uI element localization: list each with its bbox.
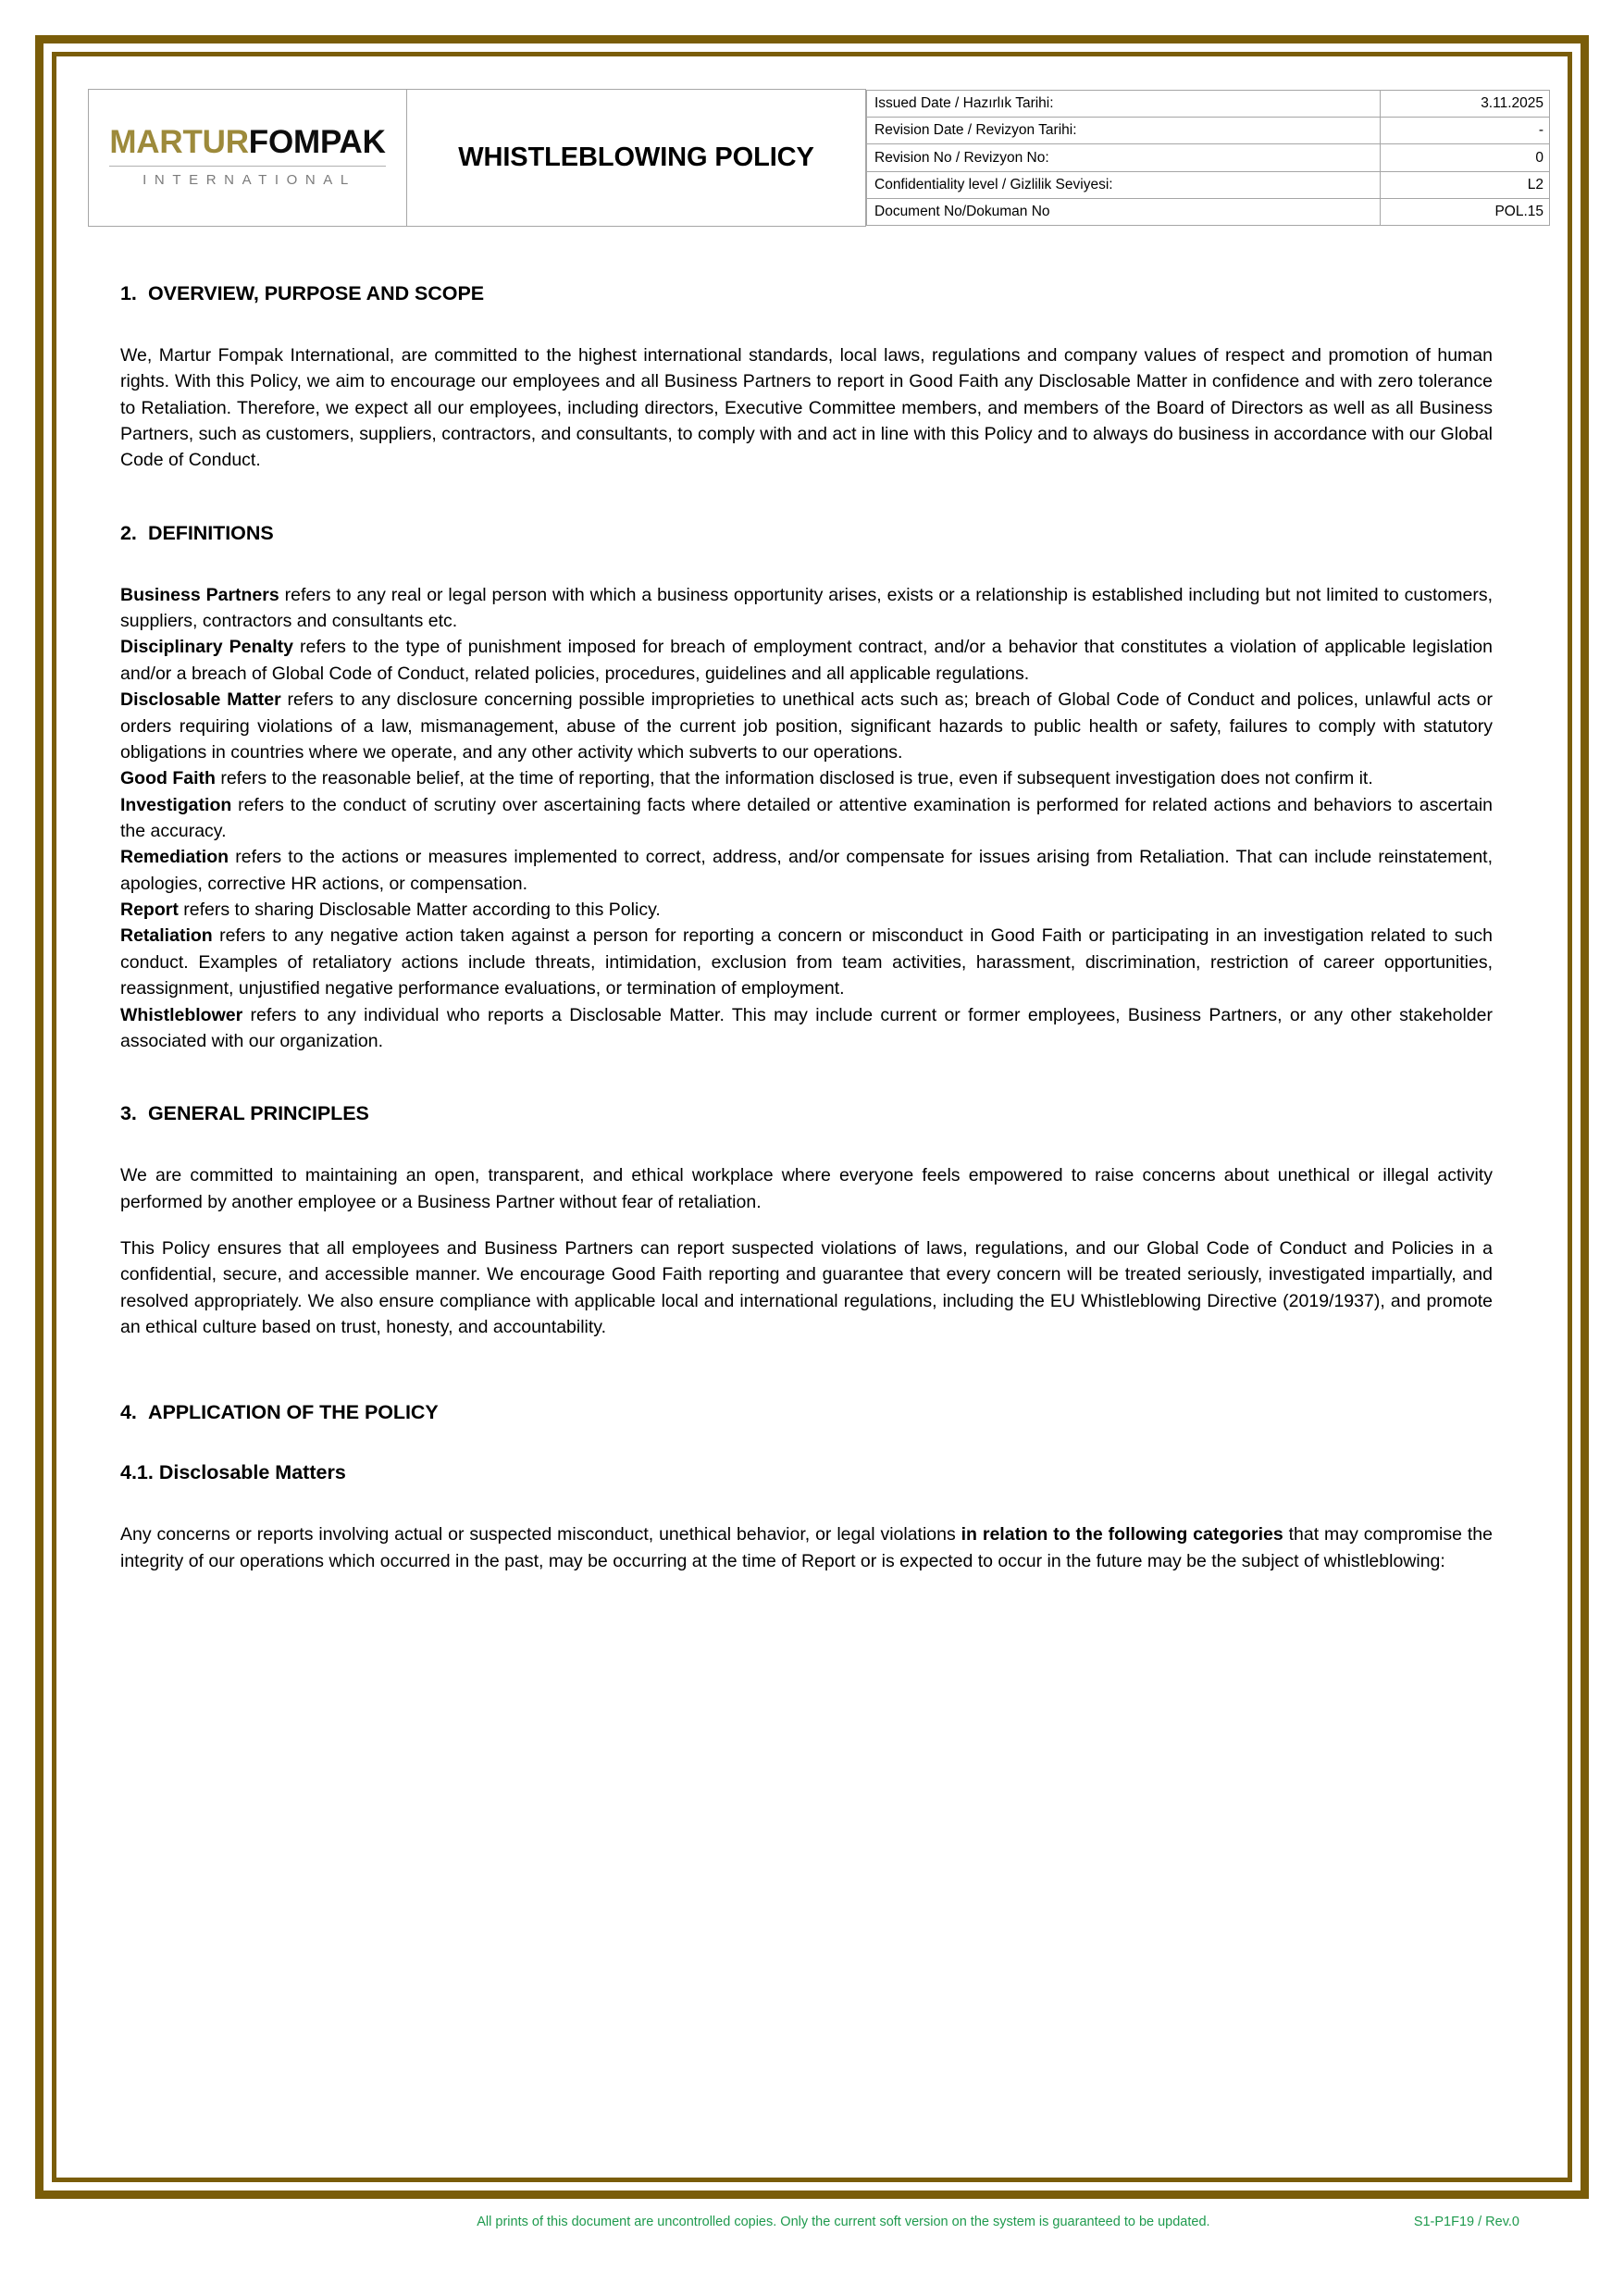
paragraph-emphasis: in relation to the following categories: [961, 1524, 1283, 1545]
section-number-3: 3.: [120, 1102, 137, 1125]
definition-term: Retaliation: [120, 925, 213, 947]
logo-wordmark: [109, 124, 386, 161]
definition-term: Report: [120, 900, 179, 921]
paragraph-part-c: that may compromise the integrity of our operations which occurred in the past, may be occurring at the time of Report or is expected to occur in the future may be the subject of whistleblowing:: [120, 1524, 1493, 1571]
logo-fompak-text: FOMPAK: [248, 124, 386, 161]
meta-label-issued-date: Issued Date / Hazırlık Tarihi:: [867, 90, 1381, 117]
section-3-paragraph-1: We are committed to maintaining an open, transparent, and ethical workplace where everyone feels empowered to raise concerns about unethical or illegal activity performed by another employee or a Business Partner without fear of retaliation.: [120, 1165, 1493, 1212]
metadata-table: [866, 90, 1550, 227]
page-footer: [88, 2215, 1536, 2229]
spacer: [120, 1340, 1493, 1401]
table-row: [867, 117, 1550, 143]
table-row: [867, 90, 1550, 117]
section-heading-4: [120, 1401, 1493, 1424]
section-heading-1: [120, 282, 1493, 305]
spacer: [120, 1054, 1493, 1102]
section-number-2: 2.: [120, 521, 137, 544]
definition-term: Whistleblower: [120, 1004, 243, 1025]
section-number-1: 1.: [120, 281, 137, 304]
meta-value-document-no: POL.15: [1381, 199, 1550, 226]
section-title-3: GENERAL PRINCIPLES: [148, 1102, 369, 1125]
definition-term: Remediation: [120, 847, 229, 868]
table-row: [867, 171, 1550, 198]
section-heading-2: [120, 522, 1493, 545]
meta-value-confidentiality: L2: [1381, 171, 1550, 198]
logo-divider: [109, 166, 385, 167]
subsection-heading-4-1: 4.1. Disclosable Matters: [120, 1461, 346, 1484]
logo-subtitle: INTERNATIONAL: [143, 172, 356, 189]
spacer: [120, 1215, 1493, 1235]
spacer: [120, 551, 1493, 582]
meta-label-revision-date: Revision Date / Revizyon Tarihi:: [867, 117, 1381, 143]
section-title-4: APPLICATION OF THE POLICY: [148, 1401, 439, 1424]
definition-term: Investigation: [120, 794, 232, 815]
section-title-2: DEFINITIONS: [148, 521, 274, 544]
meta-value-revision-date: -: [1381, 117, 1550, 143]
definition-text: refers to any real or legal person with which a business opportunity arises, exists or a relationship is established including but not limited to customers, suppliers, contractors and consultants etc.: [120, 584, 1493, 632]
meta-value-revision-no: 0: [1381, 144, 1550, 171]
document-title: WHISTLEBLOWING POLICY: [458, 142, 814, 172]
definition-text: refers to any individual who reports a Disclosable Matter. This may include current or former employees, Business Partners, or any other stakeholder associated with our organization.: [120, 1004, 1493, 1051]
meta-label-confidentiality: Confidentiality level / Gizlilik Seviyesi:: [867, 171, 1381, 198]
document-body: [88, 282, 1519, 1574]
document-header-table: [88, 89, 1543, 227]
spacer: [120, 311, 1493, 342]
header-cell-logo: [89, 90, 407, 227]
section-number-4: 4.: [120, 1401, 137, 1424]
definition-item: [120, 923, 1493, 1001]
spacer: [120, 1490, 1493, 1521]
footer-form-code: S1-P1F19 / Rev.0: [1413, 2215, 1519, 2229]
section-title-1: OVERVIEW, PURPOSE AND SCOPE: [148, 281, 485, 304]
definition-item: [120, 897, 1493, 923]
definition-term: Good Faith: [120, 768, 216, 789]
table-row: [867, 199, 1550, 226]
paragraph-part-a: Any concerns or reports involving actual or suspected misconduct, unethical behavior, or legal violations: [120, 1524, 961, 1545]
section-3-paragraph-2: This Policy ensures that all employees and Business Partners can report suspected violations of laws, regulations, and our Global Code of Conduct and Policies in a confidential, secure, and accessible manner. We encourage Good Faith reporting and guarantee that every concern will be treated seriously, investigated impartially, and resolved appropriately. We also ensure compliance with applicable local and international regulations, including the EU Whistleblowing Directive (2019/1937), and promote an ethical culture based on trust, honesty, and accountability.: [120, 1237, 1493, 1338]
section-heading-3: [120, 1102, 1493, 1125]
company-logo: [109, 126, 385, 187]
spacer: [120, 474, 1493, 522]
definition-text: refers to any disclosure concerning possible improprieties to unethical acts such as; breach of Global Code of Conduct and polices, unlawful acts or orders requiring violations of a law, mismanagement, abuse of the current job position, significant hazards to public health or safety, failures to comply with statutory obligations in countries where we operate, and any other activity which subverts to our operations.: [120, 689, 1494, 763]
definition-item: [120, 844, 1493, 897]
definition-term: Disciplinary Penalty: [120, 637, 293, 658]
definition-term: Disclosable Matter: [120, 689, 281, 711]
section-1-paragraph: We, Martur Fompak International, are committed to the highest international standards, local laws, regulations and company values of respect and promotion of human rights. With this Policy, we aim to encourage our employees and all Business Partners to report in Good Faith any Disclosable Matter in confidence and with zero tolerance to Retaliation. Therefore, we expect all our employees, including directors, Executive Committee members, and members of the Board of Directors as well as all Business Partners, such as customers, suppliers, contractors, and consultants, to comply with and act in line with this Policy and to always do business in accordance with our Global Code of Conduct.: [120, 344, 1493, 471]
definition-text: refers to the type of punishment imposed for breach of employment contract, and/or a behavior that constitutes a violation of applicable legislation and/or a breach of Global Code of Conduct, related policies, procedures, guidelines and all applicable regulations.: [120, 637, 1493, 684]
header-row: [89, 90, 1522, 227]
spacer: [120, 1131, 1493, 1162]
header-cell-metadata: [866, 90, 1543, 227]
logo-martur-text: MARTUR: [109, 124, 249, 161]
footer-disclaimer: All prints of this document are uncontrolled copies. Only the current soft version on the system is guaranteed to be updated.: [477, 2215, 1210, 2229]
definition-item: [120, 765, 1493, 791]
spacer: [120, 1430, 1493, 1461]
definition-item: [120, 687, 1493, 765]
definition-term: Business Partners: [120, 584, 279, 605]
table-row: [867, 144, 1550, 171]
definition-text: refers to any negative action taken against a person for reporting a concern or misconduct in Good Faith or participating in an investigation related to such conduct. Examples of retaliatory actions include threats, intimidation, exclusion from team activities, harassment, discrimination, restriction of career opportunities, reassignment, unjustified negative performance evaluations, or termination of employment.: [120, 925, 1493, 999]
definitions-list: [120, 582, 1493, 1054]
meta-label-revision-no: Revision No / Revizyon No:: [867, 144, 1381, 171]
definition-item: [120, 792, 1493, 845]
document-content: [88, 89, 1543, 1574]
meta-value-issued-date: 3.11.2025: [1381, 90, 1550, 117]
header-cell-title: [407, 90, 866, 227]
definition-text: refers to the actions or measures implemented to correct, address, and/or compensate for issues arising from Retaliation. That can include reinstatement, apologies, corrective HR actions, or compensation.: [120, 847, 1493, 894]
definition-item: [120, 634, 1493, 687]
definition-text: refers to the conduct of scrutiny over ascertaining facts where detailed or attentive examination is performed for related actions and behaviors to ascertain the accuracy.: [120, 794, 1493, 841]
meta-label-document-no: Document No/Dokuman No: [867, 199, 1381, 226]
definition-item: [120, 1002, 1493, 1055]
definition-text: refers to sharing Disclosable Matter according to this Policy.: [178, 900, 661, 921]
definition-item: [120, 582, 1493, 635]
subsection-4-1-paragraph: [120, 1521, 1493, 1574]
definition-text: refers to the reasonable belief, at the time of reporting, that the information disclosed is true, even if subsequent investigation does not confirm it.: [215, 768, 1373, 789]
